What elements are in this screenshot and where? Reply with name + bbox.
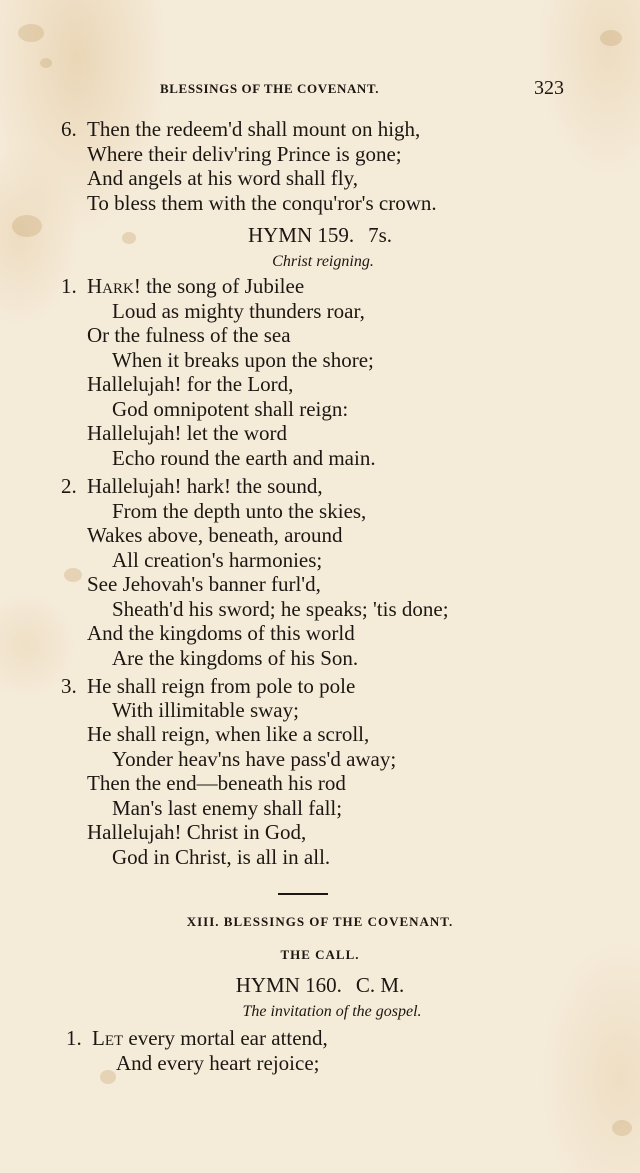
hymn-subtitle: Christ reigning. bbox=[272, 253, 374, 270]
stanza-line: And every heart rejoice; bbox=[116, 1051, 320, 1075]
stanza-line: To bless them with the conqu'ror's crown. bbox=[87, 191, 437, 215]
hymn-subtitle: The invitation of the gospel. bbox=[242, 1003, 422, 1020]
stanza-line: Man's last enemy shall fall; bbox=[112, 796, 343, 820]
stanza-line: Echo round the earth and main. bbox=[112, 446, 376, 470]
foxing-stain bbox=[100, 1070, 116, 1084]
hymn-meter: C. M. bbox=[355, 973, 405, 997]
hymn-title: HYMN 159. bbox=[247, 223, 355, 247]
foxing-stain bbox=[600, 30, 622, 46]
stanza-line: God omnipotent shall reign: bbox=[112, 397, 349, 421]
foxing-stain bbox=[18, 24, 44, 42]
subsection-title: THE CALL. bbox=[280, 947, 360, 962]
hymn-meter: 7s. bbox=[368, 223, 393, 247]
stanza-line: 6. Then the redeem'd shall mount on high, bbox=[61, 117, 421, 141]
hymn-159-heading bbox=[0, 222, 640, 248]
stanza-line: 2. Hallelujah! hark! the sound, bbox=[61, 474, 323, 498]
stanza-number: 6. bbox=[61, 117, 77, 141]
stanza-line: Hallelujah! for the Lord, bbox=[87, 372, 294, 396]
foxing-stain bbox=[40, 58, 52, 68]
stanza-line: Wakes above, beneath, around bbox=[87, 523, 343, 547]
stanza-line: And the kingdoms of this world bbox=[87, 621, 355, 645]
section-title: XIII. BLESSINGS OF THE COVENANT. bbox=[186, 914, 454, 929]
stanza-line: Or the fulness of the sea bbox=[87, 323, 291, 347]
page-number: 323 bbox=[534, 77, 564, 99]
stanza-line: Loud as mighty thunders roar, bbox=[112, 299, 365, 323]
stanza-line: Hallelujah! Christ in God, bbox=[87, 820, 307, 844]
stanza-line: God in Christ, is all in all. bbox=[112, 845, 331, 869]
stanza-line: All creation's harmonies; bbox=[112, 548, 323, 572]
stanza-number: 3. bbox=[61, 674, 77, 698]
stanza-number: 1. bbox=[66, 1026, 82, 1050]
hymn-title: HYMN 160. bbox=[235, 973, 342, 997]
stanza-line: See Jehovah's banner furl'd, bbox=[87, 572, 321, 596]
stanza-number: 1. bbox=[61, 274, 77, 298]
stanza-line: Hallelujah! let the word bbox=[87, 421, 288, 445]
running-head: BLESSINGS OF THE COVENANT. bbox=[160, 81, 380, 96]
stanza-line: Are the kingdoms of his Son. bbox=[112, 646, 359, 670]
foxing-stain bbox=[612, 1120, 632, 1136]
hymn-160-heading bbox=[0, 972, 640, 998]
drop-cap-word: Let bbox=[92, 1026, 124, 1050]
stanza-line: 1. Let every mortal ear attend, bbox=[66, 1026, 328, 1050]
stanza-line: Yonder heav'ns have pass'd away; bbox=[112, 747, 397, 771]
stanza-line: 1. Hark! the song of Jubilee bbox=[61, 274, 305, 298]
stanza-line: When it breaks upon the shore; bbox=[112, 348, 374, 372]
section-divider bbox=[278, 893, 328, 895]
stanza-line: Sheath'd his sword; he speaks; 'tis done; bbox=[112, 597, 449, 621]
stanza-line: With illimitable sway; bbox=[112, 698, 299, 722]
stanza-line: 3. He shall reign from pole to pole bbox=[61, 674, 356, 698]
stanza-line: Then the end—beneath his rod bbox=[87, 771, 346, 795]
stanza-number: 2. bbox=[61, 474, 77, 498]
page-header bbox=[160, 77, 564, 101]
stanza-line: He shall reign, when like a scroll, bbox=[87, 722, 370, 746]
stanza-line: From the depth unto the skies, bbox=[112, 499, 367, 523]
stanza-line: Where their deliv'ring Prince is gone; bbox=[87, 142, 402, 166]
stanza-line: And angels at his word shall fly, bbox=[87, 166, 359, 190]
foxing-stain bbox=[64, 568, 82, 582]
drop-cap-word: Hark bbox=[87, 274, 134, 298]
